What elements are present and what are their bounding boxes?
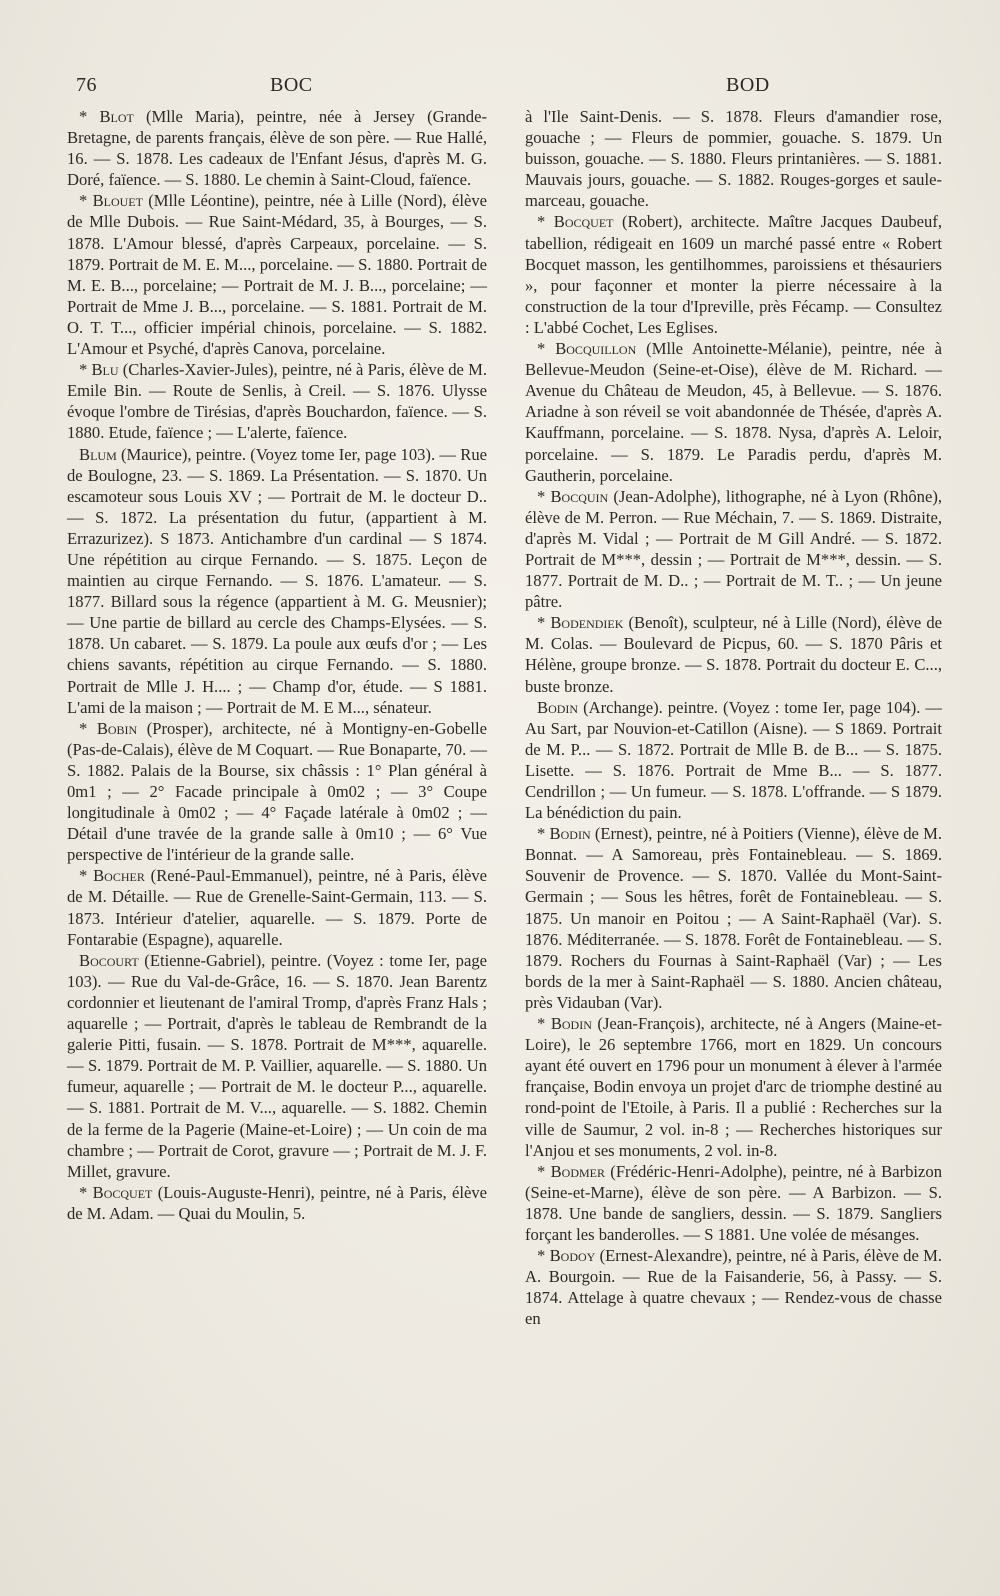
entry-name: * Bodin: [537, 1014, 592, 1033]
entry-text: (Robert), architecte. Maître Jacques Daubeuf, tabellion, rédigeait en 1609 un marché passé entre « Robert Bocquet masson, les gentilhommes, paroissiens et thésauriers », pour façonner et monter la pierre nécessaire à la construction de la tour d'Ipreville, près Fécamp. — Consultez : L'abbé Cochet, Les Eglises.: [525, 212, 943, 337]
dictionary-entry: [67, 359, 487, 443]
dictionary-entry: [525, 211, 942, 338]
entry-name: * Bocquin: [537, 487, 608, 506]
dictionary-entry: [67, 1182, 487, 1224]
entry-text: (Prosper), architecte, né à Montigny-en-Gobelle (Pas-de-Calais), élève de M Coquart. — Rue Bonaparte, 70. — S. 1882. Palais de la Bourse, six châssis : 1° Plan général à 0m1 ; — 2° Facade principale à 0m02 ; — 3° Coupe longitudinale à 0m02 ; — 4° Façade latérale à 0m02 ; — Détail d'une travée de la grande salle à 0m10 ; — 6° Vue perspective de l'intérieur de la grande salle.: [67, 718, 487, 865]
entry-text: (René-Paul-Emmanuel), peintre, né à Paris, élève de M. Détaille. — Rue de Grenelle-Saint-Germain, 113. — S. 1873. Intérieur d'atelier, aquarelle. — S. 1879. Porte de Fontarabie (Espagne), aquarelle.: [67, 866, 488, 949]
dictionary-entry: [525, 697, 942, 824]
entry-text: (Ernest), peintre, né à Poitiers (Vienne), élève de M. Bonnat. — A Samoreau, près Fontainebleau. — S. 1869. Souvenir de Provence. — S. 1870. Vallée du Mont-Saint-Germain ; — Sous les hêtres, forêt de Fontainebleau. — S. 1875. Un manoir en Poitou ; — A Saint-Raphaël (Var). S. 1876. Méditerranée. — S. 1878. Forêt de Fontainebleau. — S. 1879. Rochers du Fournas à Saint-Raphaël (Var) ; — Les bords de la mer à Saint-Raphaël — S. 1880. Ancien château, près Vidauban (Var).: [525, 824, 943, 1012]
entry-name: * Bodoy: [537, 1246, 595, 1265]
entry-name: Blum: [79, 444, 117, 464]
entry-text: (Frédéric-Henri-Adolphe), peintre, né à Barbizon (Seine-et-Marne), élève de son père. — A Barbizon. — S. 1878. Une bande de sangliers, dessin. — S. 1879. Sangliers forçant les banderolles. — S 1881. Une volée de mésanges.: [525, 1161, 942, 1244]
entry-name: * Bocquet: [537, 212, 614, 231]
dictionary-entry: [525, 1161, 942, 1245]
entry-name: Bodin: [537, 697, 579, 717]
entry-text: (Mlle Maria), peintre, née à Jersey (Grande-Bretagne, de parents français, élève de son père. — Rue Hallé, 16. — S. 1878. Les cadeaux de l'Enfant Jésus, d'après M. G. Doré, faïence. — S. 1880. Le chemin à Saint-Cloud, faïence.: [67, 107, 487, 190]
dictionary-entry: [525, 338, 942, 486]
entry-name: * Bocquet: [79, 1183, 152, 1202]
dictionary-entry: [67, 106, 487, 190]
entry-name: * Bobin: [79, 719, 137, 738]
entry-name: * Bocher: [79, 866, 145, 885]
entry-text: (Maurice), peintre. (Voyez tome Ier, page 103). — Rue de Boulogne, 23. — S. 1869. La Présentation. — S. 1870. Un escamoteur sous Louis XV ; — Portrait de M. le docteur D.. — S. 1872. La présentation du futur, (appartient à M. Errazurizez). S 1873. Antichambre d'un cardinal — S 1874. Une répétition au cirque Fernando. — S. 1875. Leçon de maintien au cirque Fernando. — S. 1876. L'amateur. — S. 1877. Billard sous la régence (appartient à M. G. Meusnier); — Une partie de billard au cercle des Champs-Elysées. — S. 1878. Un cabaret. — S. 1879. La poule aux œufs d'or ; — Les chiens savants, répétition au cirque Fernando. — S. 1880. Portrait de Mlle J. H.... ; — Champ d'or, étude. — S 1881. L'ami de la maison ; — Portrait de M. E M..., sénateur.: [67, 444, 487, 717]
entry-text: (Benoît), sculpteur, né à Lille (Nord), élève de M. Colas. — Boulevard de Picpus, 60. — S. 1870 Pâris et Hélène, groupe bronze. — S. 1878. Portrait du docteur E. C..., buste bronze.: [525, 613, 942, 696]
dictionary-entry: [67, 950, 487, 1182]
entry-text: (Jean-Adolphe), lithographe, né à Lyon (Rhône), élève de M. Perron. — Rue Méchain, 7. — S. 1869. Distraite, d'après M. Vidal ; — Portrait de M Gill André. — S. 1872. Portrait de M***, dessin ; — Portrait de M***, dessin. — S. 1877. Portrait de M. D.. ; — Portrait de M. T.. ; — Un jeune pâtre.: [525, 486, 943, 612]
dictionary-entry: [67, 190, 487, 359]
right-column: [525, 106, 942, 1329]
entry-text: à l'Ile Saint-Denis. — S. 1878. Fleurs d'amandier rose, gouache ; — Fleurs de pommier, gouache. S. 1879. Un buisson, gouache. — S. 1880. Fleurs printanières. — S. 1881. Mauvais jours, gouache. — S. 1882. Rouges-gorges et saule-marceau, gouache.: [525, 107, 942, 211]
entry-text: (Ernest-Alexandre), peintre, né à Paris, élève de M. A. Bourgoin. — Rue de la Faisanderie, 56, à Passy. — S. 1874. Attelage à quatre chevaux ; — Rendez-vous de chasse en: [525, 1246, 942, 1329]
entry-name: * Bocquillon: [537, 339, 636, 358]
entry-text: (Mlle Antoinette-Mélanie), peintre, née à Bellevue-Meudon (Seine-et-Oise), élève de M. Richard. — Avenue du Château de Meudon, 45, à Bellevue. — S. 1876. Ariadne à son réveil se voit abandonnée de Thésée, d'après A. Kauffmann, porcelaine. — S. 1878. Nysa, d'après A. Leloir, porcelaine. — S. 1879. Le Paradis perdu, d'après M. Gautherin, porcelaine.: [525, 339, 942, 485]
dictionary-entry: [525, 823, 942, 1013]
entry-name: * Bodendiek: [537, 613, 623, 632]
entry-text: (Etienne-Gabriel), peintre. (Voyez : tome Ier, page 103). — Rue du Val-de-Grâce, 16. — S. 1870. Jean Barentz cordonnier et lieutenant de l'amiral Tromp, d'après Franz Hals ; aquarelle ; — Portrait, d'après le tableau de Rembrandt de la galerie Pitti, fusain. — S. 1878. Portrait de M***, aquarelle. — S. 1879. Portrait de M. P. Vaillier, aquarelle. — S. 1880. Un fumeur, aquarelle ; — Portrait de M. le docteur P..., aquarelle. — S. 1881. Portrait de M. V..., aquarelle. — S. 1882. Chemin de la ferme de la Pagerie (Maine-et-Loire) ; — Un coin de ma chambre ; — Portrait de Corot, gravure — ; Portrait de M. J. F. Millet, gravure.: [67, 950, 487, 1181]
dictionary-entry: [525, 1245, 942, 1329]
entry-name: * Blot: [79, 107, 134, 126]
dictionary-entry: [525, 486, 942, 613]
entry-text: (Louis-Auguste-Henri), peintre, né à Paris, élève de M. Adam. — Quai du Moulin, 5.: [67, 1182, 488, 1223]
entry-name: Bocourt: [79, 950, 139, 970]
entry-name: * Blu: [79, 360, 119, 379]
dictionary-entry: [525, 612, 942, 696]
dictionary-entry: [67, 444, 487, 718]
dictionary-entry: [67, 718, 487, 866]
entry-name: * Blouet: [79, 191, 143, 210]
dictionary-entry: [525, 106, 942, 211]
entry-name: * Bodmer: [537, 1162, 605, 1181]
entry-name: * Bodin: [537, 824, 591, 843]
running-head-left: BOC: [270, 74, 313, 96]
entry-text: (Archange). peintre. (Voyez : tome Ier, page 104). — Au Sart, par Nouvion-et-Catillon (Aisne). — S 1869. Portrait de M. P... — S. 1872. Portrait de Mlle B. de B... — S. 1875. Lisette. — S. 1876. Portrait de Mme B... — S. 1877. Cendrillon ; — Un fumeur. — S. 1878. L'offrande. — S 1879. La bénédiction du pain.: [525, 697, 943, 823]
dictionary-entry: [67, 865, 487, 949]
dictionary-entry: [525, 1013, 942, 1161]
page-number: 76: [76, 74, 97, 96]
entry-text: (Charles-Xavier-Jules), peintre, né à Paris, élève de M. Emile Bin. — Route de Senlis, à Creil. — S. 1876. Ulysse évoque l'ombre de Tirésias, d'après Bouchardon, faïence. — S. 1880. Etude, faïence ; — L'alerte, faïence.: [67, 360, 487, 443]
running-head-right: BOD: [726, 74, 770, 96]
entry-text: (Mlle Léontine), peintre, née à Lille (Nord), élève de Mlle Dubois. — Rue Saint-Médard, 35, à Bourges, — S. 1878. L'Amour blessé, d'après Carpeaux, porcelaine. — S. 1879. Portrait de M. E. M..., porcelaine. — S. 1880. Portrait de M. E. B..., porcelaine; — Portrait de M. J. B..., porcelaine; — Portrait de Mme J. B..., porcelaine. — S. 1881. Portrait de M. O. T. T..., officier impérial chinois, porcelaine. — S. 1882. L'Amour et Psyché, d'après Canova, porcelaine.: [67, 191, 487, 359]
left-column: [67, 106, 487, 1224]
entry-text: (Jean-François), architecte, né à Angers (Maine-et-Loire), le 26 septembre 1766, mort en 1829. Un concours ayant été ouvert en 1796 pour un monument à élever à l'armée française, Bodin envoya un projet d'arc de triomphe destiné au rond-point de l'Etoile, à Paris. Il a publié : Recherches sur la ville de Saumur, 2 vol. in-8 ; — Recherches historiques sur l'Anjou et ses monuments, 2 vol. in-8.: [525, 1014, 942, 1160]
